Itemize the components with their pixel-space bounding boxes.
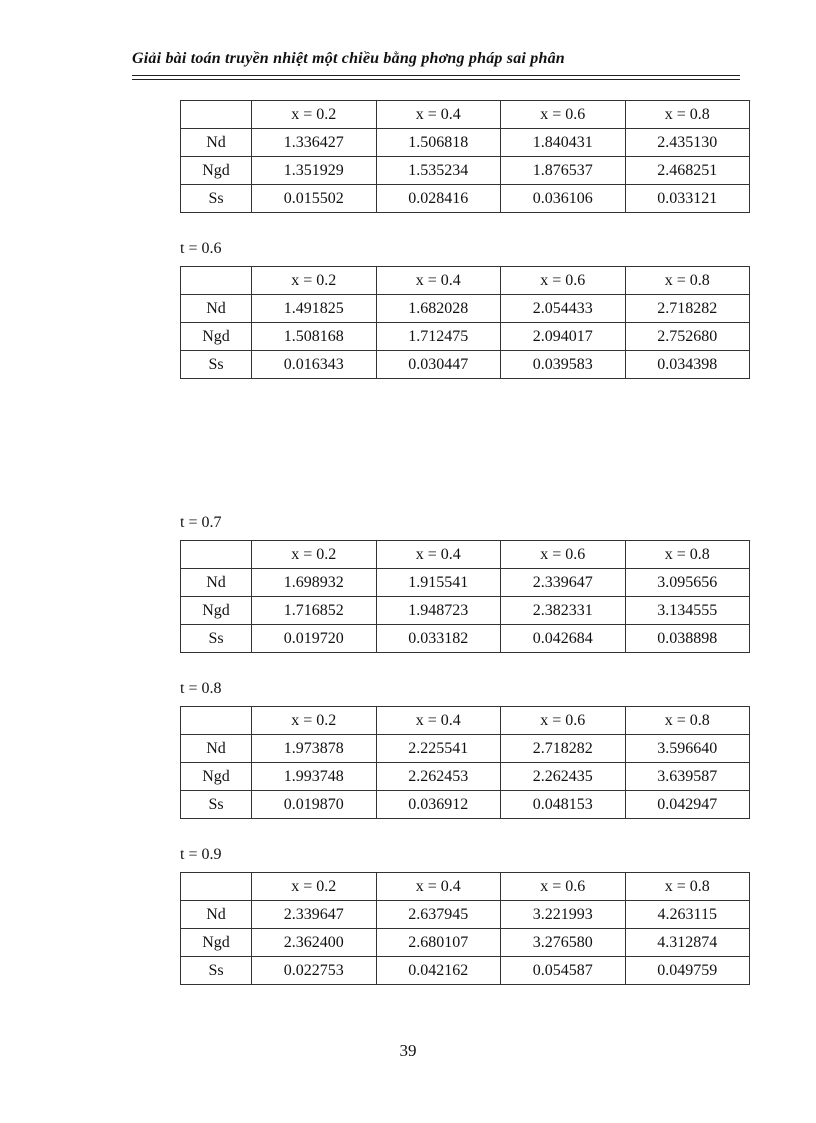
table-cell: 2.435130 (625, 129, 750, 157)
time-label: t = 0.7 (180, 514, 222, 531)
table-cell: 0.034398 (625, 351, 750, 379)
corner-cell (181, 267, 252, 295)
table-row (181, 569, 750, 597)
table-cell: 2.637945 (376, 901, 501, 929)
table-cell: 2.382331 (501, 597, 626, 625)
column-header: x = 0.2 (252, 541, 377, 569)
table-cell: 2.468251 (625, 157, 750, 185)
table-row (181, 185, 750, 213)
table-row (181, 129, 750, 157)
table-cell: 3.134555 (625, 597, 750, 625)
results-table (180, 872, 750, 985)
table-row (181, 763, 750, 791)
row-label: Ss (181, 351, 252, 379)
table-row (181, 625, 750, 653)
row-label: Nd (181, 569, 252, 597)
table-cell: 1.491825 (252, 295, 377, 323)
table-header-row (181, 873, 750, 901)
table-cell: 1.535234 (376, 157, 501, 185)
table-cell: 1.336427 (252, 129, 377, 157)
column-header: x = 0.4 (376, 873, 501, 901)
column-header: x = 0.6 (501, 541, 626, 569)
table-cell: 2.718282 (625, 295, 750, 323)
column-header: x = 0.2 (252, 101, 377, 129)
column-header: x = 0.8 (625, 267, 750, 295)
corner-cell (181, 541, 252, 569)
table-cell: 1.876537 (501, 157, 626, 185)
table-cell: 0.016343 (252, 351, 377, 379)
column-header: x = 0.6 (501, 707, 626, 735)
column-header: x = 0.4 (376, 707, 501, 735)
time-label: t = 0.6 (180, 240, 222, 257)
table-cell: 1.712475 (376, 323, 501, 351)
corner-cell (181, 873, 252, 901)
table-header-row (181, 707, 750, 735)
table-cell: 0.036912 (376, 791, 501, 819)
table-cell: 0.030447 (376, 351, 501, 379)
time-label: t = 0.9 (180, 846, 222, 863)
table-cell: 3.095656 (625, 569, 750, 597)
table-cell: 0.036106 (501, 185, 626, 213)
column-header: x = 0.2 (252, 707, 377, 735)
table-cell: 0.019720 (252, 625, 377, 653)
column-header: x = 0.8 (625, 101, 750, 129)
table-header-row (181, 541, 750, 569)
table-cell: 3.276580 (501, 929, 626, 957)
column-header: x = 0.6 (501, 101, 626, 129)
table-row (181, 157, 750, 185)
table-header-row (181, 101, 750, 129)
table-cell: 0.022753 (252, 957, 377, 985)
table-cell: 2.752680 (625, 323, 750, 351)
table-cell: 2.225541 (376, 735, 501, 763)
table-cell: 0.042947 (625, 791, 750, 819)
column-header: x = 0.8 (625, 707, 750, 735)
column-header: x = 0.4 (376, 101, 501, 129)
row-label: Nd (181, 295, 252, 323)
table-cell: 2.094017 (501, 323, 626, 351)
table-row (181, 295, 750, 323)
results-table (180, 100, 750, 213)
time-label: t = 0.8 (180, 680, 222, 697)
table-row (181, 791, 750, 819)
corner-cell (181, 101, 252, 129)
table-cell: 0.048153 (501, 791, 626, 819)
table-cell: 2.680107 (376, 929, 501, 957)
table-cell: 2.262453 (376, 763, 501, 791)
table-row (181, 351, 750, 379)
table-cell: 1.973878 (252, 735, 377, 763)
table-cell: 3.639587 (625, 763, 750, 791)
table-cell: 2.054433 (501, 295, 626, 323)
row-label: Ss (181, 957, 252, 985)
table-cell: 3.221993 (501, 901, 626, 929)
header-rule-top (132, 75, 740, 76)
table-cell: 4.312874 (625, 929, 750, 957)
table-cell: 0.019870 (252, 791, 377, 819)
table-cell: 0.049759 (625, 957, 750, 985)
column-header: x = 0.2 (252, 267, 377, 295)
row-label: Ngd (181, 323, 252, 351)
table-cell: 1.948723 (376, 597, 501, 625)
table-row (181, 597, 750, 625)
header-rule-bottom (132, 79, 740, 80)
row-label: Nd (181, 901, 252, 929)
table-header-row (181, 267, 750, 295)
column-header: x = 0.8 (625, 541, 750, 569)
table-row (181, 901, 750, 929)
table-cell: 1.716852 (252, 597, 377, 625)
page-number: 39 (399, 1041, 417, 1060)
table-cell: 1.840431 (501, 129, 626, 157)
row-label: Nd (181, 735, 252, 763)
table-cell: 0.039583 (501, 351, 626, 379)
results-table (180, 706, 750, 819)
row-label: Ss (181, 185, 252, 213)
table-cell: 4.263115 (625, 901, 750, 929)
table-cell: 0.033121 (625, 185, 750, 213)
results-table (180, 540, 750, 653)
table-cell: 1.508168 (252, 323, 377, 351)
table-cell: 2.718282 (501, 735, 626, 763)
table-cell: 1.915541 (376, 569, 501, 597)
row-label: Ngd (181, 157, 252, 185)
table-row (181, 957, 750, 985)
table-cell: 1.993748 (252, 763, 377, 791)
table-cell: 3.596640 (625, 735, 750, 763)
results-table (180, 266, 750, 379)
row-label: Nd (181, 129, 252, 157)
row-label: Ngd (181, 597, 252, 625)
table-row (181, 323, 750, 351)
table-cell: 0.038898 (625, 625, 750, 653)
row-label: Ngd (181, 929, 252, 957)
row-label: Ss (181, 625, 252, 653)
table-cell: 1.698932 (252, 569, 377, 597)
table-row (181, 929, 750, 957)
table-cell: 1.682028 (376, 295, 501, 323)
table-cell: 0.015502 (252, 185, 377, 213)
column-header: x = 0.4 (376, 267, 501, 295)
table-cell: 0.054587 (501, 957, 626, 985)
table-cell: 2.339647 (501, 569, 626, 597)
column-header: x = 0.6 (501, 267, 626, 295)
column-header: x = 0.2 (252, 873, 377, 901)
table-cell: 0.033182 (376, 625, 501, 653)
table-cell: 2.362400 (252, 929, 377, 957)
corner-cell (181, 707, 252, 735)
table-cell: 2.262435 (501, 763, 626, 791)
row-label: Ngd (181, 763, 252, 791)
table-cell: 2.339647 (252, 901, 377, 929)
table-cell: 0.042162 (376, 957, 501, 985)
column-header: x = 0.4 (376, 541, 501, 569)
table-cell: 1.351929 (252, 157, 377, 185)
table-cell: 0.028416 (376, 185, 501, 213)
column-header: x = 0.6 (501, 873, 626, 901)
column-header: x = 0.8 (625, 873, 750, 901)
row-label: Ss (181, 791, 252, 819)
table-cell: 1.506818 (376, 129, 501, 157)
table-cell: 0.042684 (501, 625, 626, 653)
table-row (181, 735, 750, 763)
running-header: Giải bài toán truyền nhiệt một chiều bằng phơng pháp sai phân (132, 50, 565, 67)
